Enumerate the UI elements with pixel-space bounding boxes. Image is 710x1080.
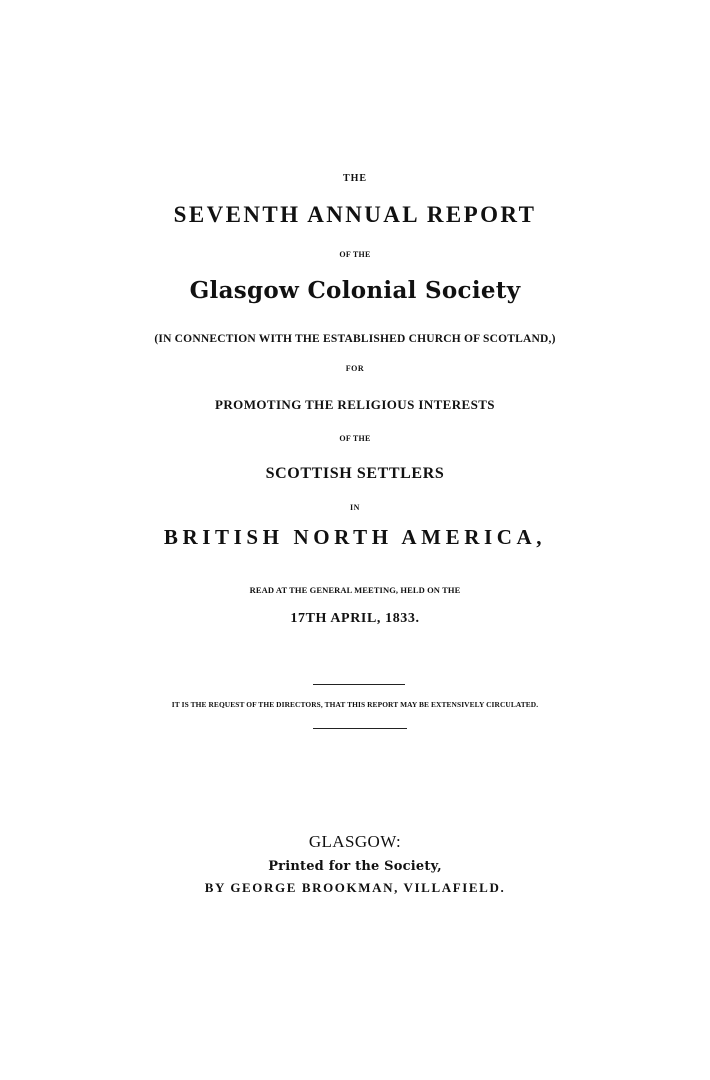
connection-note: (IN CONNECTION WITH THE ESTABLISHED CHURCH OF SCOTLAND,) [154, 333, 556, 345]
for-label: FOR [345, 364, 365, 373]
divider-top [313, 684, 405, 685]
settlers-line: SCOTTISH SETTLERS [265, 465, 445, 482]
heading-the: THE [342, 173, 368, 184]
imprint-city: GLASGOW: [308, 832, 402, 851]
report-title: SEVENTH ANNUAL REPORT [173, 202, 537, 227]
of-the-label-2: OF THE [339, 434, 371, 443]
printer-line: BY GEORGE BROOKMAN, VILLAFIELD. [204, 880, 506, 895]
read-at-line: READ AT THE GENERAL MEETING, HELD ON THE [249, 585, 461, 595]
society-name: Glasgow Colonial Society [189, 277, 521, 304]
in-label: IN [350, 503, 360, 512]
circulation-request: IT IS THE REQUEST OF THE DIRECTORS, THAT THIS REPORT MAY BE EXTENSIVELY CIRCULATED. [171, 700, 539, 709]
printed-for-line: Printed for the Society, [268, 859, 442, 874]
purpose-line: PROMOTING THE RELIGIOUS INTERESTS [215, 397, 495, 412]
divider-bottom [313, 728, 407, 729]
of-the-label: OF THE [339, 250, 371, 259]
region-line: BRITISH NORTH AMERICA, [163, 525, 547, 549]
meeting-date: 17TH APRIL, 1833. [290, 611, 420, 626]
